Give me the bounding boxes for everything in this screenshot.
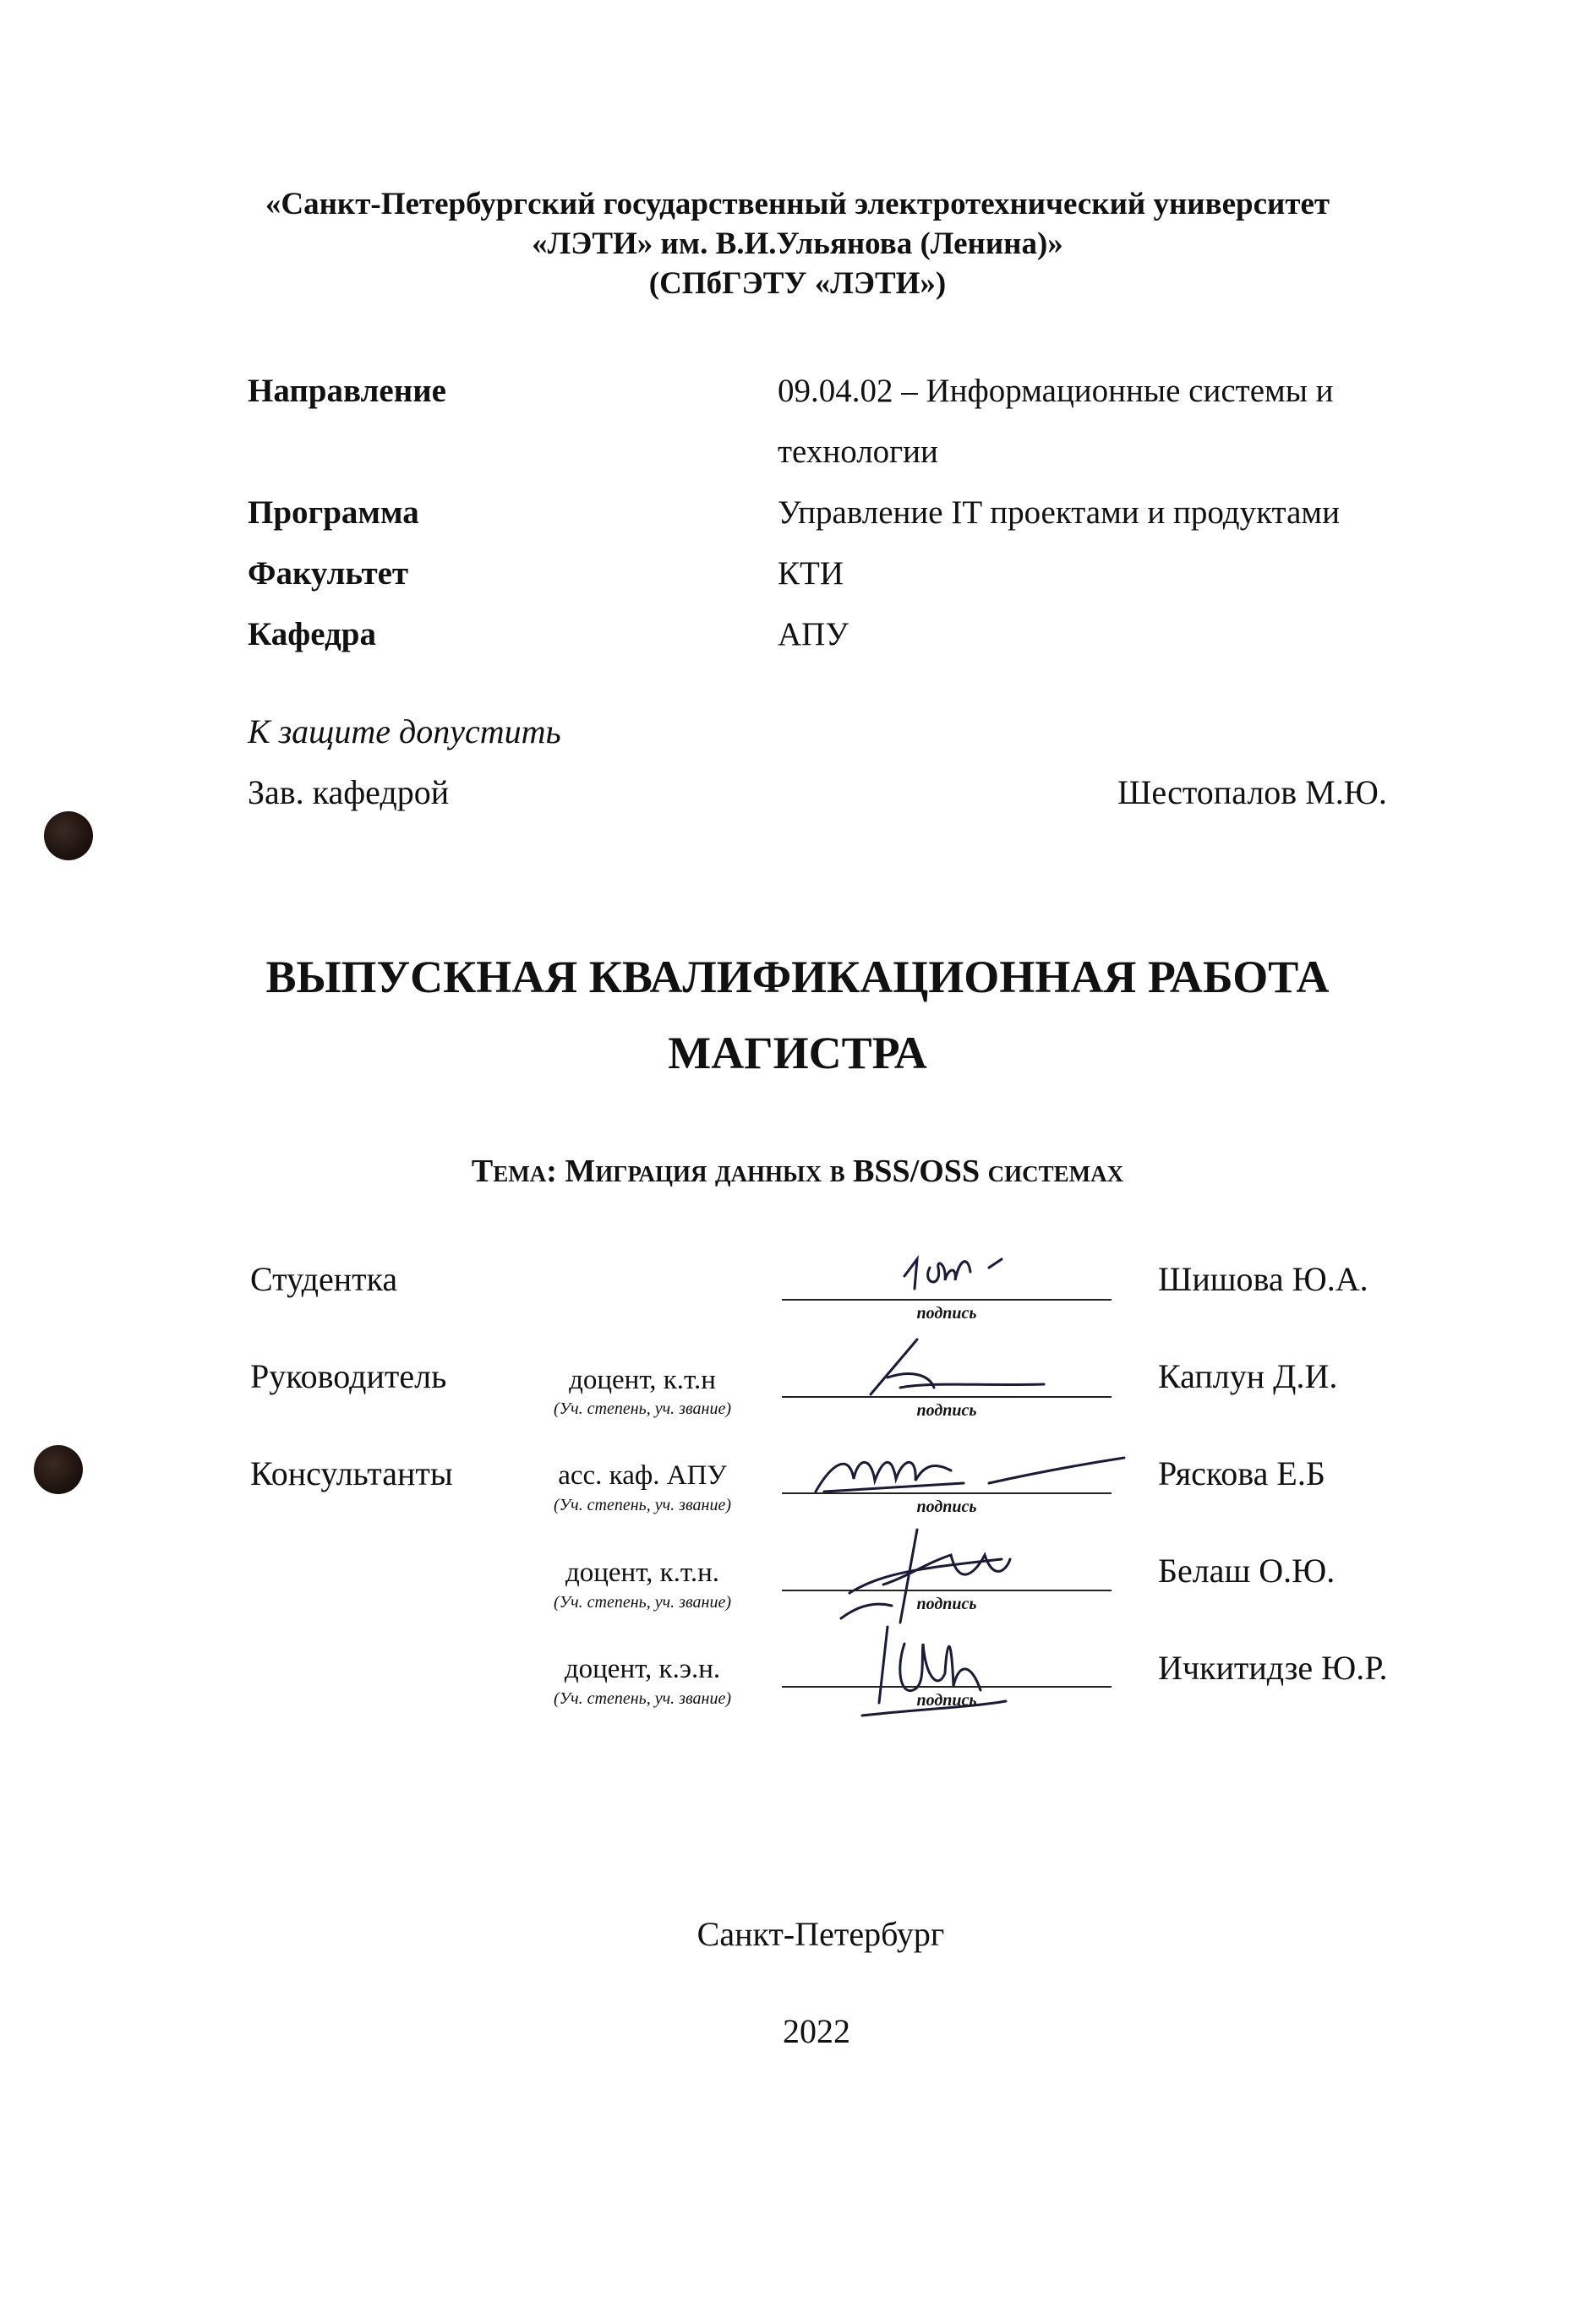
- consultant2-degree: доцент, к.т.н.: [565, 1558, 720, 1588]
- advisor-degree: доцент, к.т.н: [569, 1365, 716, 1395]
- thesis-title-line2: МАГИСТРА: [668, 1028, 927, 1078]
- year: 2022: [783, 2012, 850, 2050]
- advisor-signature: [854, 1335, 1057, 1403]
- consultant3-signature-line: [782, 1686, 1112, 1688]
- consultant1-signature-caption: подпись: [916, 1498, 977, 1516]
- student-signature-line: [782, 1299, 1112, 1301]
- student-signature-caption: подпись: [916, 1304, 977, 1323]
- consultant3-signature: [845, 1610, 1014, 1728]
- consultant1-degree-caption: (Уч. степень, уч. звание): [554, 1496, 731, 1514]
- university-header: [0, 184, 1595, 303]
- head-of-department-label: Зав. кафедрой: [248, 773, 450, 811]
- program-label: Программа: [248, 494, 419, 531]
- advisor-name: Каплун Д.И.: [1158, 1357, 1338, 1395]
- direction-value-line1: 09.04.02 – Информационные системы и: [778, 373, 1334, 409]
- punch-hole-top: [44, 811, 93, 860]
- advisor-signature-caption: подпись: [916, 1401, 977, 1420]
- consultant1-degree: асс. каф. АПУ: [558, 1460, 727, 1491]
- faculty-value: КТИ: [778, 555, 844, 592]
- admit-to-defense-text: К защите допустить: [248, 712, 561, 750]
- university-abbreviation: (СПбГЭТУ «ЛЭТИ»): [648, 266, 947, 301]
- program-value: Управление IT проектами и продуктами: [778, 494, 1340, 531]
- direction-value-line2: технологии: [778, 434, 938, 470]
- city: Санкт-Петербург: [696, 1915, 945, 1953]
- consultant3-degree: доцент, к.э.н.: [564, 1654, 721, 1684]
- consultant2-name: Белаш О.Ю.: [1158, 1552, 1336, 1590]
- advisor-degree-caption: (Уч. степень, уч. звание): [554, 1399, 731, 1418]
- advisor-role-label: Руководитель: [250, 1357, 447, 1395]
- student-role-label: Студентка: [250, 1260, 398, 1298]
- consultant3-signature-caption: подпись: [916, 1691, 977, 1710]
- head-of-department-name: Шестопалов М.Ю.: [1117, 773, 1387, 811]
- consultant1-signature: [807, 1445, 1145, 1504]
- direction-label: Направление: [248, 373, 446, 409]
- department-value: АПУ: [778, 616, 849, 652]
- consultants-role-label: Консультанты: [250, 1454, 453, 1492]
- university-name-line1: «Санкт-Петербургский государственный электротехнический университет: [265, 187, 1330, 221]
- faculty-label: Факультет: [248, 555, 409, 592]
- consultant3-name: Ичкитидзе Ю.Р.: [1158, 1649, 1388, 1687]
- consultant1-name: Ряскова Е.Б: [1158, 1454, 1325, 1492]
- advisor-signature-line: [782, 1396, 1112, 1398]
- consultant2-degree-caption: (Уч. степень, уч. звание): [554, 1593, 731, 1612]
- university-name-line2: «ЛЭТИ» им. В.И.Ульянова (Ленина)»: [532, 226, 1063, 261]
- consultant3-degree-caption: (Уч. степень, уч. звание): [554, 1689, 731, 1708]
- consultant2-signature-caption: подпись: [916, 1595, 977, 1613]
- department-label: Кафедра: [248, 616, 376, 652]
- student-name: Шишова Ю.А.: [1158, 1260, 1368, 1298]
- thesis-topic: Тема: Миграция данных в BSS/OSS системах: [471, 1154, 1124, 1189]
- consultant2-signature-line: [782, 1590, 1112, 1591]
- thesis-title-line1: ВЫПУСКНАЯ КВАЛИФИКАЦИОННАЯ РАБОТА: [265, 952, 1330, 1002]
- punch-hole-bottom: [34, 1445, 83, 1494]
- consultant1-signature-line: [782, 1492, 1112, 1494]
